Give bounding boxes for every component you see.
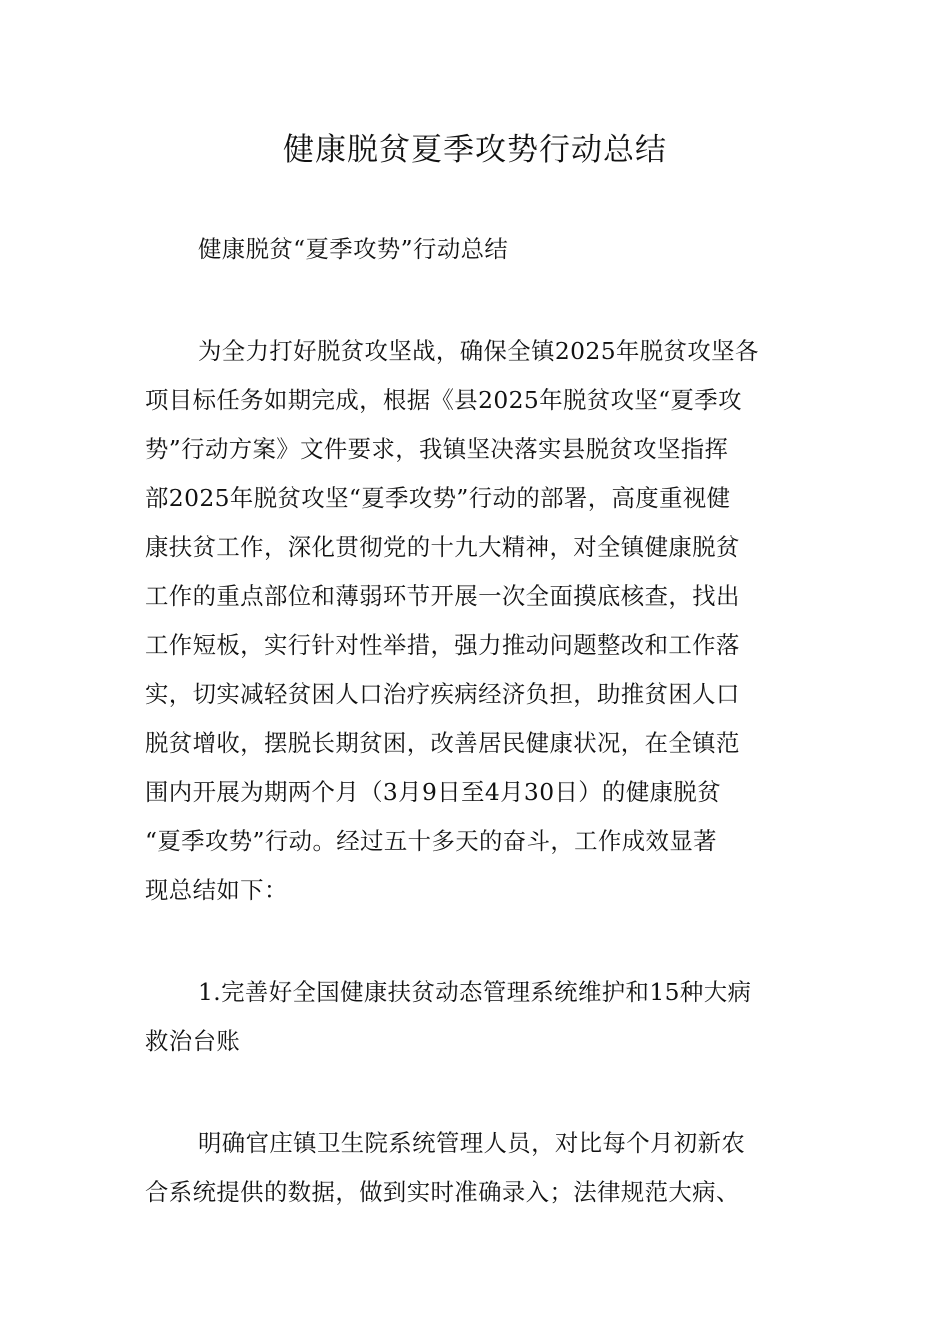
document-title: 健康脱贫夏季攻势行动总结: [283, 132, 667, 168]
paragraph-line: 现总结如下：: [145, 876, 288, 904]
paragraph-line: “夏季攻势”行动。经过五十多天的奋斗，工作成效显著: [145, 827, 717, 855]
section-heading-line: 1.完善好全国健康扶贫动态管理系统维护和15种大病: [198, 978, 752, 1006]
document-subtitle: 健康脱贫“夏季攻势”行动总结: [198, 235, 509, 263]
paragraph-line: 合系统提供的数据，做到实时准确录入；法律规范大病、: [145, 1178, 740, 1206]
paragraph-line: 脱贫增收，摆脱长期贫困，改善居民健康状况，在全镇范: [145, 729, 740, 757]
paragraph-line: 部2025年脱贫攻坚“夏季攻势”行动的部署，高度重视健: [145, 484, 731, 512]
paragraph-line: 势”行动方案》文件要求，我镇坚决落实县脱贫攻坚指挥: [145, 435, 729, 463]
paragraph-line: 工作的重点部位和薄弱环节开展一次全面摸底核查，找出: [145, 582, 740, 610]
paragraph-line: 工作短板，实行针对性举措，强力推动问题整改和工作落: [145, 631, 740, 659]
paragraph-line: 康扶贫工作，深化贯彻党的十九大精神，对全镇健康脱贫: [145, 533, 740, 561]
paragraph-line: 项目标任务如期完成，根据《县2025年脱贫攻坚“夏季攻: [145, 386, 742, 414]
paragraph-line: 围内开展为期两个月（3月9日至4月30日）的健康脱贫: [145, 778, 722, 806]
paragraph-line: 实，切实减轻贫困人口治疗疾病经济负担，助推贫困人口: [145, 680, 740, 708]
section-heading-line: 救治台账: [145, 1027, 241, 1055]
paragraph-line: 明确官庄镇卫生院系统管理人员，对比每个月初新农: [198, 1129, 746, 1157]
paragraph-line: 为全力打好脱贫攻坚战，确保全镇2025年脱贫攻坚各: [198, 337, 759, 365]
